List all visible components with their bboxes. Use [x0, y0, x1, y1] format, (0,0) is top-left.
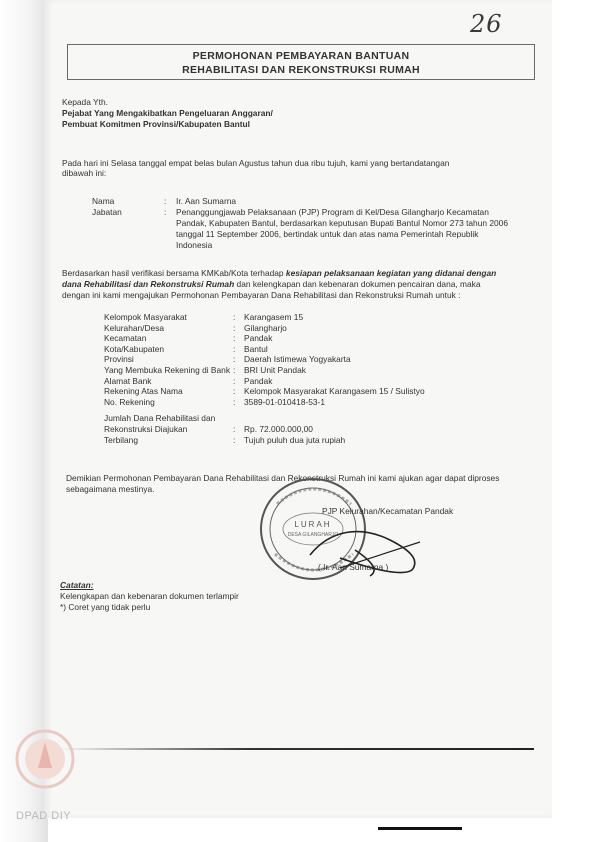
basis-line-1: Berdasarkan hasil verifikasi bersama KMKab/Kota terhadap kesiapan pelaksanaan kegiatan yang didanai dengan — [62, 268, 497, 278]
amount-label-line-2: Rekonstruksi Diajukan — [104, 424, 188, 434]
detail-value: Kelompok Masyarakat Karangasem 15 / Sulistyo — [244, 386, 425, 397]
signer-position-line-1: Penanggungjawab Pelaksanaan (PJP) Program di Kel/Desa Gilangharjo Kecamatan — [176, 207, 489, 217]
addressee-line-2: Pembuat Komitmen Provinsi/Kabupaten Bantul — [62, 119, 250, 129]
signature-title: PJP Kelurahan/Kecamatan Pandak — [322, 506, 454, 516]
stamp-center-sub: DESA GILANGHARJO — [287, 532, 339, 538]
signer-position-line-3: tanggal 11 September 2006, bertindak untuk dan atas nama Pemerintah Republik — [176, 229, 479, 239]
detail-label: Alamat Bank — [104, 375, 152, 386]
detail-label: Kota/Kabupaten — [104, 343, 165, 354]
archive-watermark-emblem — [14, 728, 76, 790]
page-number: 26 — [470, 10, 503, 38]
signer-position-line-2: Pandak, Kabupaten Bantul, berdasarkan keputusan Bupati Bantul Nomor 273 tahun 2006 — [176, 218, 508, 228]
addressee-line-1: Pejabat Yang Mengakibatkan Pengeluaran Anggaran/ — [62, 108, 273, 118]
title-line-1: PERMOHONAN PEMBAYARAN BANTUAN — [192, 50, 410, 62]
detail-value: BRI Unit Pandak — [244, 365, 306, 375]
intro-line-2: dibawah ini: — [62, 168, 107, 178]
watermark-text: DPAD DIY — [16, 810, 72, 822]
scan-artifact-line — [60, 748, 534, 750]
amount-words-label: Terbilang — [104, 435, 138, 445]
signature-name: ( Ir. Aan Sumarna ) — [318, 562, 389, 572]
detail-value: Karangasem 15 — [244, 312, 304, 322]
detail-value: Gilangharjo — [244, 322, 287, 333]
detail-label: Kelurahan/Desa — [104, 322, 165, 333]
notes-line-1: Kelengkapan dan kebenaran dokumen terlampir — [60, 591, 239, 601]
closing-line-2: sebagaimana mestinya. — [66, 484, 155, 494]
detail-value: 3589-01-010418-53-1 — [244, 396, 326, 407]
detail-label: Kelompok Masyarakat — [104, 312, 187, 322]
intro-line-1: Pada hari ini Selasa tanggal empat belas bulan Agustus tahun dua ribu tujuh, kami yang bertandatangan — [62, 158, 450, 168]
title-line-2: REHABILITASI DAN REKONSTRUKSI RUMAH — [182, 64, 420, 76]
signer-position-line-4: Indonesia — [176, 240, 213, 250]
detail-value: Daerah Istimewa Yogyakarta — [244, 354, 351, 365]
signer-position-label: Jabatan — [92, 207, 122, 217]
addressee-to: Kepada Yth. — [62, 97, 108, 107]
detail-label: Yang Membuka Rekening di Bank — [104, 365, 231, 375]
detail-label: Rekening Atas Nama — [104, 386, 183, 397]
scan-edge-shadow — [0, 0, 48, 842]
stamp-center-word: LURAH — [294, 520, 332, 529]
basis-line-2: dana Rehabilitasi dan Rekonstruksi Rumah dan kelengkapan dan kebenaran dokumen pencairan dana, maka — [62, 279, 481, 289]
bottom-rule — [378, 827, 462, 830]
notes-heading: Catatan: — [60, 580, 94, 590]
closing-line-1: Demikian Permohonan Pembayaran Dana Rehabilitasi dan Rekonstruksi Rumah ini kami ajukan agar dapat diproses — [66, 473, 500, 483]
document-title-box — [67, 44, 535, 80]
basis-line-3: dengan ini kami mengajukan Permohonan Pembayaran Dana Rehabilitasi dan Rekonstruksi Rumah untuk : — [62, 290, 461, 300]
amount-words-value: Tujuh puluh dua juta rupiah — [244, 435, 346, 445]
detail-value: Pandak — [244, 375, 273, 386]
notes-line-2: *) Coret yang tidak perlu — [60, 602, 151, 612]
amount-label-line-1: Jumlah Dana Rehabilitasi dan — [104, 413, 216, 423]
amount-value: Rp. 72.000.000,00 — [244, 424, 313, 434]
detail-value: Pandak — [244, 333, 273, 344]
detail-label: Kecamatan — [104, 333, 147, 344]
signer-name-label: Nama — [92, 196, 115, 206]
detail-label: No. Rekening — [104, 396, 155, 407]
detail-value: Bantul — [244, 343, 268, 354]
detail-label: Provinsi — [104, 354, 134, 365]
signer-name-value: Ir. Aan Sumarna — [176, 196, 237, 206]
